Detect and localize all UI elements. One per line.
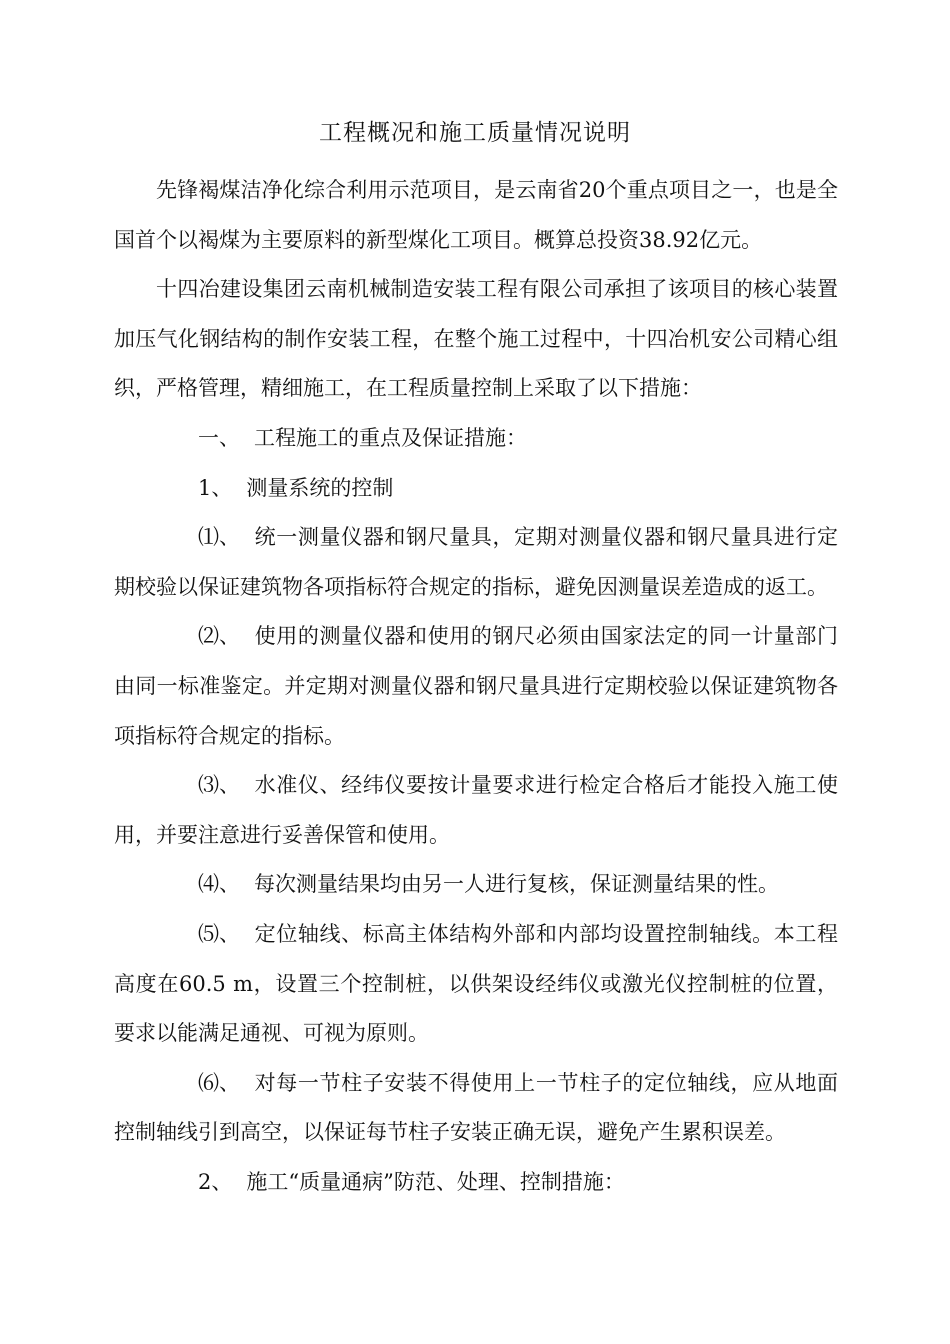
document-title: 工程概况和施工质量情况说明 <box>319 120 631 146</box>
list-item-6 <box>114 1059 838 1158</box>
subsection-number: 2、 <box>198 1169 233 1194</box>
list-item-text: 对每一节柱子安装不得使用上一节柱子的定位轴线，应从地面控制轴线引到高空，以保证每节柱子安装正确无误，避免产生累积误差。 <box>114 1070 838 1145</box>
list-item-text: 统一测量仪器和钢尺量具，定期对测量仪器和钢尺量具进行定期校验以保证建筑物各项指标符合规定的指标，避免因测量误差造成的返工。 <box>114 525 838 599</box>
list-item-3 <box>114 761 838 860</box>
list-item-number: ⑸、 <box>198 921 240 946</box>
list-item-text: 水准仪、经纬仪要按计量要求进行检定合格后才能投入施工使用，并要注意进行妥善保管和使用。 <box>114 773 838 847</box>
list-item-1 <box>114 513 838 612</box>
subsection-heading-2 <box>114 1158 838 1208</box>
section-number: 一、 <box>198 425 240 450</box>
subsection-heading-text: 施工“质量通病”防范、处理、控制措施： <box>246 1169 625 1194</box>
list-item-text: 使用的测量仪器和使用的钢尺必须由国家法定的同一计量部门由同一标准鉴定。并定期对测量仪器和钢尺量具进行定期校验以保证建筑物各项指标符合规定的指标。 <box>114 624 838 748</box>
paragraph-text: 十四冶建设集团云南机械制造安装工程有限公司承担了该项目的核心装置加压气化钢结构的制作安装工程，在整个施工过程中，十四冶机安公司精心组织，严格管理，精细施工，在工程质量控制上采取了以下措施： <box>114 277 838 401</box>
list-item-2 <box>114 612 838 761</box>
list-item-text: 定位轴线、标高主体结构外部和内部均设置控制轴线。本工程高度在60.5 m，设置三个控制桩，以供架设经纬仪或激光仪控制桩的位置，要求以能满足通视、可视为原则。 <box>114 921 838 1046</box>
subsection-heading-text: 测量系统的控制 <box>246 475 394 500</box>
list-item-number: ⑴、 <box>198 525 240 550</box>
paragraph-contractor <box>114 265 838 414</box>
list-item-number: ⑷、 <box>198 872 240 897</box>
section-heading-text: 工程施工的重点及保证措施： <box>254 425 527 450</box>
list-item-number: ⑵、 <box>198 624 240 649</box>
subsection-heading-1 <box>114 464 838 514</box>
paragraph-project-overview <box>114 166 838 265</box>
list-item-number: ⑶、 <box>198 773 240 798</box>
section-heading-1 <box>114 414 838 464</box>
list-item-number: ⑹、 <box>198 1070 240 1095</box>
paragraph-text: 先锋褐煤洁净化综合利用示范项目，是云南省20个重点项目之一，也是全国首个以褐煤为主要原料的新型煤化工项目。概算总投资38.92亿元。 <box>114 178 838 252</box>
list-item-4 <box>114 860 838 910</box>
list-item-text: 每次测量结果均由另一人进行复核，保证测量结果的性。 <box>254 872 779 897</box>
document-body <box>114 166 838 1207</box>
list-item-5 <box>114 910 838 1059</box>
subsection-number: 1、 <box>198 475 233 500</box>
